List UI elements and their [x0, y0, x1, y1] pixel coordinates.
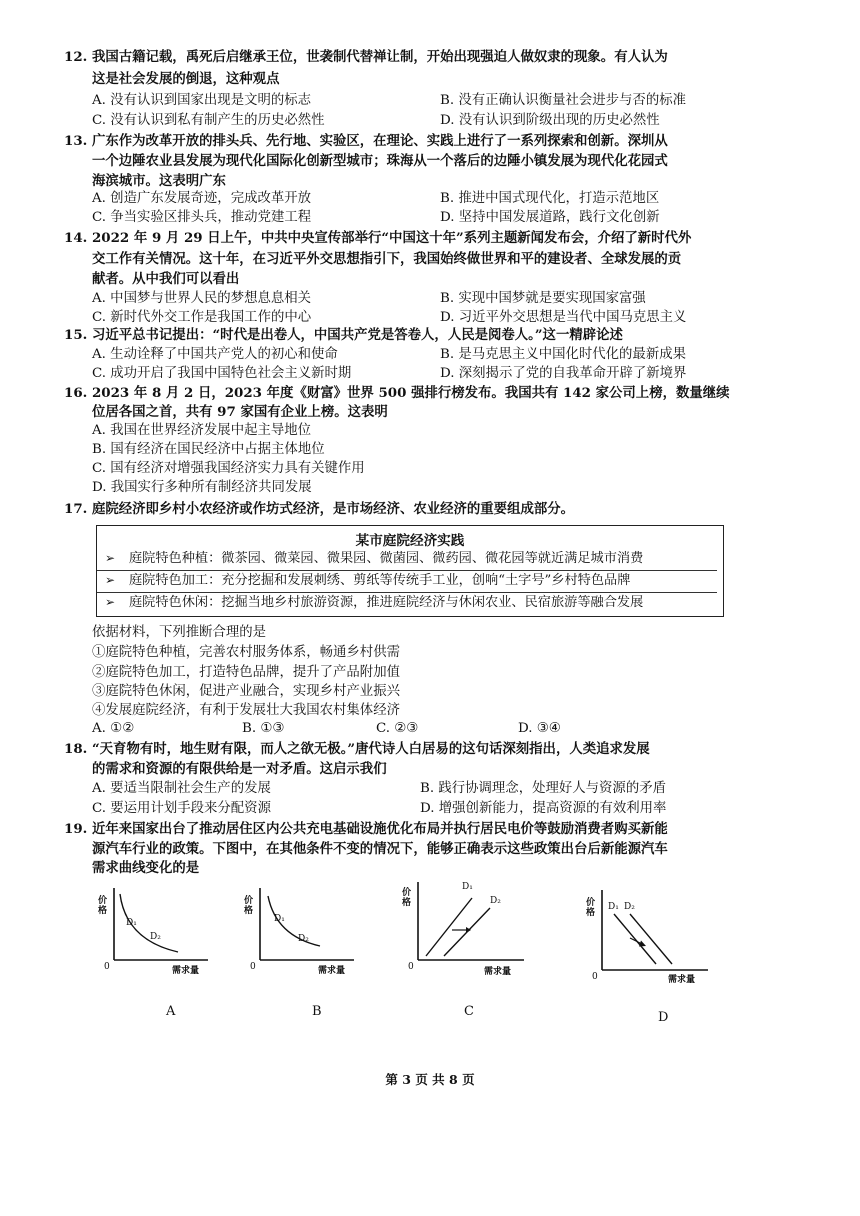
q18-option-c: C. 要运用计划手段来分配资源: [92, 801, 271, 816]
q12-option-a: A. 没有认识到国家出现是文明的标志: [92, 93, 312, 108]
graph-c-origin: 0: [408, 962, 414, 972]
graph-a-d1: D₁: [126, 918, 137, 928]
graph-a: [96, 880, 216, 980]
graph-d-d1: D₁: [608, 902, 619, 912]
line-d1: [426, 898, 472, 956]
q17-stem-line1: 17. 庭院经济即乡村小农经济或作坊式经济，是市场经济、农业经济的重要组成部分。: [64, 501, 575, 517]
graph-c-ylabel: 价格: [402, 888, 412, 908]
q17-material-box: [96, 525, 724, 617]
line-d2: [630, 914, 672, 964]
graph-c: [400, 876, 530, 980]
q18-stem-line1: 18. “天育物有时，地生财有限，而人之欲无极。”唐代诗人白居易的这句话深刻指出，人类追求发展: [64, 741, 650, 757]
q17-option-a: A. ①②: [92, 721, 135, 736]
q14-option-a: A. 中国梦与世界人民的梦想息息相关: [92, 291, 312, 306]
q19-stem-line1: 19. 近年来国家出台了推动居住区内公共充电基础设施优化布局并执行居民电价等鼓励消费者购买新能: [64, 821, 668, 837]
graph-a-origin: 0: [104, 962, 110, 972]
q17-statement-2: ②庭院特色加工，打造特色品牌，提升了产品附加值: [92, 665, 400, 680]
q16-option-c: C. 国有经济对增强我国经济实力具有关键作用: [92, 461, 365, 476]
q12-stem-line2: 这是社会发展的倒退，这种观点: [92, 71, 280, 87]
q16-option-d: D. 我国实行多种所有制经济共同发展: [92, 480, 312, 495]
q13-option-d: D. 坚持中国发展道路，践行文化创新: [440, 210, 660, 225]
q17-statement-4: ④发展庭院经济，有利于发展壮大我国农村集体经济: [92, 703, 400, 718]
graph-a-d2: D₂: [150, 932, 161, 942]
graph-d-caption: D: [658, 1010, 669, 1025]
q16-stem-line2: 位居各国之首，共有 97 家国有企业上榜。这表明: [92, 404, 388, 420]
q18-option-a: A. 要适当限制社会生产的发展: [92, 781, 271, 796]
page-number-footer: 第 3 页 共 8 页: [385, 1072, 475, 1087]
q17-option-d: D. ③④: [518, 721, 561, 736]
graph-d-ylabel: 价格: [586, 898, 596, 918]
q13-option-c: C. 争当实验区排头兵，推动党建工程: [92, 210, 312, 225]
q18-option-b: B. 践行协调理念，处理好人与资源的矛盾: [420, 781, 666, 796]
line-d1: [614, 914, 656, 964]
graph-c-caption: C: [464, 1004, 474, 1019]
q12-option-b: B. 没有正确认识衡量社会进步与否的标准: [440, 93, 686, 108]
q16-stem-line1: 16. 2023 年 8 月 2 日，2023 年度《财富》世界 500 强排行榜发布。我国共有 142 家公司上榜，数量继续: [64, 385, 730, 401]
q14-stem-line1: 14. 2022 年 9 月 29 日上午，中共中央宣传部举行“中国这十年”系列主题新闻发布会，介绍了新时代外: [64, 230, 692, 246]
q12-stem-line1: 12. 我国古籍记载，禹死后启继承王位，世袭制代替禅让制，开始出现强迫人做奴隶的现象。有人认为: [64, 49, 668, 65]
q13-stem-line1: 13. 广东作为改革开放的排头兵、先行地、实验区，在理论、实践上进行了一系列探索和创新。深圳从: [64, 133, 668, 149]
graph-c-xlabel: 需求量: [484, 967, 512, 977]
graph-b-d2: D₂: [298, 934, 309, 944]
q17-box-row-leisure: [97, 592, 717, 612]
q13-stem-line3: 海滨城市。这表明广东: [92, 173, 226, 189]
q17-box-row-processing: [97, 570, 717, 590]
q12-option-c: C. 没有认识到私有制产生的历史必然性: [92, 113, 325, 128]
q15-option-c: C. 成功开启了我国中国特色社会主义新时期: [92, 366, 352, 381]
q14-option-b: B. 实现中国梦就是要实现国家富强: [440, 291, 646, 306]
q13-option-a: A. 创造广东发展奇迹，完成改革开放: [92, 191, 312, 206]
q17-box-row3-text: 庭院特色休闲：挖掘当地乡村旅游资源，推进庭院经济与休闲农业、民宿旅游等融合发展: [129, 595, 644, 610]
graph-a-xlabel: 需求量: [172, 966, 200, 976]
q19-stem-line2: 源汽车行业的政策。下图中，在其他条件不变的情况下，能够正确表示这些政策出台后新能源汽车: [92, 841, 668, 857]
q17-box-row-planting: [105, 549, 643, 568]
q17-lead: 依据材料，下列推断合理的是: [92, 625, 267, 640]
q17-option-b: B. ①③: [242, 721, 285, 736]
q17-box-row1-text: 庭院特色种植：微茶园、微菜园、微果园、微菌园、微药园、微花园等就近满足城市消费: [129, 551, 644, 566]
graph-b-ylabel: 价格: [244, 896, 254, 916]
q17-statement-1: ①庭院特色种植，完善农村服务体系，畅通乡村供需: [92, 645, 400, 660]
q17-box-row2-text: 庭院特色加工：充分挖掘和发展刺绣、剪纸等传统手工业，创响“土字号”乡村特色品牌: [129, 573, 631, 588]
graph-b-xlabel: 需求量: [318, 966, 346, 976]
arrow-bullet-icon: ➢: [105, 595, 116, 609]
q16-option-b: B. 国有经济在国民经济中占据主体地位: [92, 442, 325, 457]
q15-stem-line1: 15. 习近平总书记提出：“时代是出卷人，中国共产党是答卷人，人民是阅卷人。”这一精辟论述: [64, 327, 623, 343]
q17-option-c: C. ②③: [376, 721, 419, 736]
q18-option-d: D. 增强创新能力，提高资源的有效利用率: [420, 801, 667, 816]
q15-option-a: A. 生动诠释了中国共产党人的初心和使命: [92, 347, 338, 362]
graph-b-origin: 0: [250, 962, 256, 972]
graph-d-xlabel: 需求量: [668, 975, 696, 985]
q13-option-b: B. 推进中国式现代化，打造示范地区: [440, 191, 660, 206]
q17-statement-3: ③庭院特色休闲，促进产业融合，实现乡村产业振兴: [92, 684, 400, 699]
arrow-bullet-icon: ➢: [105, 573, 116, 587]
q16-option-a: A. 我国在世界经济发展中起主导地位: [92, 423, 312, 438]
q18-stem-line2: 的需求和资源的有限供给是一对矛盾。这启示我们: [92, 761, 387, 777]
graph-d-d2: D₂: [624, 902, 635, 912]
arrow-bullet-icon: ➢: [105, 551, 116, 565]
q17-box-title: 某市庭院经济实践: [355, 533, 465, 549]
q14-stem-line3: 献者。从中我们可以看出: [92, 271, 240, 287]
graph-d: [584, 884, 714, 988]
graph-d-origin: 0: [592, 972, 598, 982]
q19-stem-line3: 需求曲线变化的是: [92, 860, 200, 876]
q14-option-d: D. 习近平外交思想是当代中国马克思主义: [440, 310, 687, 325]
graph-a-caption: A: [166, 1004, 176, 1019]
graph-b-d1: D₁: [274, 914, 285, 924]
graph-b: [242, 880, 362, 980]
q14-option-c: C. 新时代外交工作是我国工作的中心: [92, 310, 312, 325]
graph-c-d1: D₁: [462, 882, 473, 892]
q15-option-d: D. 深刻揭示了党的自我革命开辟了新境界: [440, 366, 687, 381]
graph-a-ylabel: 价格: [98, 896, 108, 916]
q14-stem-line2: 交工作有关情况。这十年，在习近平外交思想指引下，我国始终做世界和平的建设者、全球发展的贡: [92, 251, 682, 267]
q15-option-b: B. 是马克思主义中国化时代化的最新成果: [440, 347, 686, 362]
graph-b-caption: B: [312, 1004, 322, 1019]
q12-option-d: D. 没有认识到阶级出现的历史必然性: [440, 113, 660, 128]
q13-stem-line2: 一个边陲农业县发展为现代化国际化创新型城市；珠海从一个落后的边陲小镇发展为现代化花园式: [92, 153, 668, 169]
graph-c-d2: D₂: [490, 896, 501, 906]
